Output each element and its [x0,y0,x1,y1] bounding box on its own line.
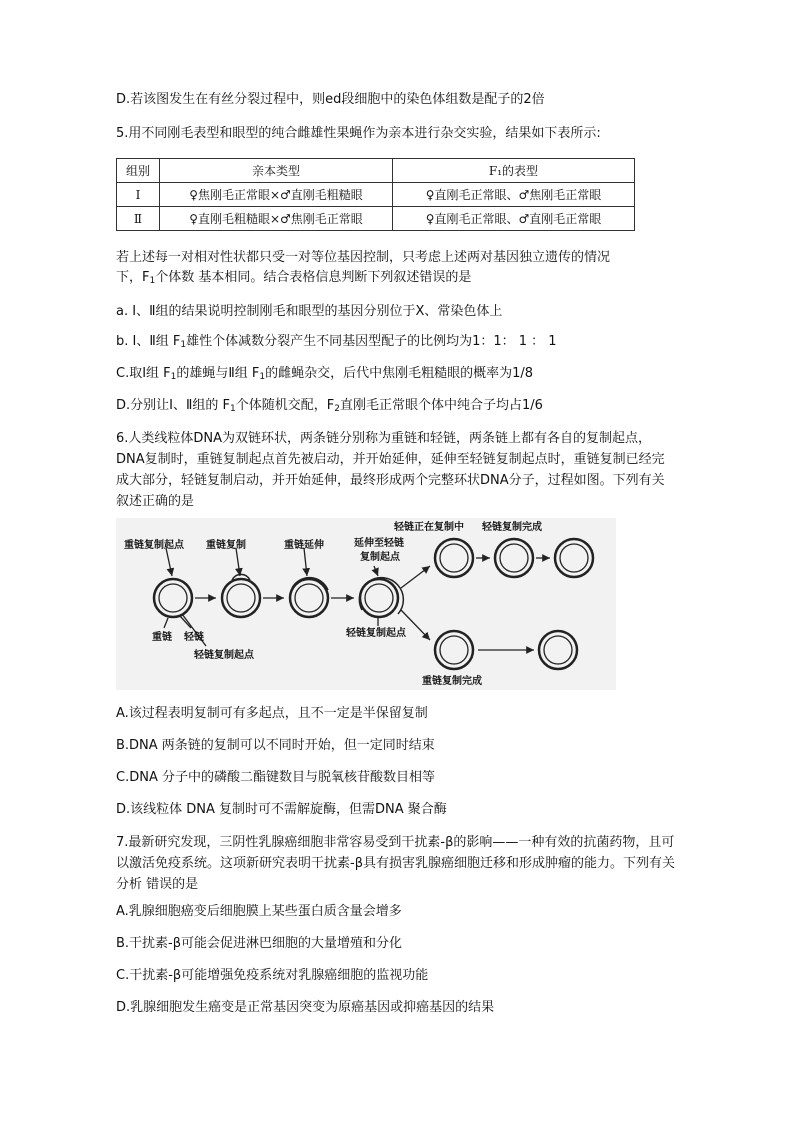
table-header: 组别 [117,159,160,183]
q7-option-d: D.乳腺细胞发生癌变是正常基因突变为原癌基因或抑癌基因的结果 [116,1000,495,1015]
label-light-origin-2: 轻链复制起点 [346,628,406,639]
table-header: F₁的表型 [393,159,635,183]
label-extend-to-light-1: 延伸至轻链 [354,538,404,549]
q4-option-d: D.若该图发生在有丝分裂过程中，则ed段细胞中的染色体组数是配子的2倍 [116,92,545,107]
mtdna-replication-diagram [116,518,616,690]
table-cell: ♀焦刚毛正常眼×♂直刚毛粗糙眼 [160,183,393,207]
q7-option-b: B.干扰素-β可能会促进淋巴细胞的大量增殖和分化 [116,936,403,951]
q5-text-line-2: 下，$F_1$个体数 基本相同。结合表格信息判断下列叙述错误的是 [116,270,472,286]
q5-stem: 5.用不同刚毛表型和眼型的纯合雌雄性果蝇作为亲本进行杂交实验，结果如下表所示: [116,126,601,141]
label-light-strand: 轻链 [184,632,204,643]
table-cell: Ⅱ [117,207,160,231]
label-heavy-strand: 重链 [152,632,172,643]
q5-text-line-1: 若上述每一对相对性状都只受一对等位基因控制，只考虑上述两对基因独立遗传的情况 [116,250,611,265]
table-row [117,183,635,207]
circle-final-bottom [539,631,577,669]
q5-table [116,158,635,231]
label-light-done: 轻链复制完成 [482,522,542,533]
q6-option-b: B.DNA 两条链的复制可以不同时开始，但一定同时结束 [116,738,435,753]
circle-light-done [495,539,533,577]
q5-option-a: a. Ⅰ、Ⅱ组的结果说明控制刚毛和眼型的基因分别位于X、常染色体上 [116,304,503,319]
q5-option-b: b. Ⅰ、Ⅱ组 $F_1$雄性个体减数分裂产生不同基因型配子的比例均为1：1： 1 ： 1 [116,334,557,350]
q7-option-a: A.乳腺细胞癌变后细胞膜上某些蛋白质含量会增多 [116,904,402,919]
q5-option-c: C.取Ⅰ组 $F_1$的雄蝇与Ⅱ组 $F_1$的雌蝇杂交，后代中焦刚毛粗糙眼的概率为1/8 [116,366,534,382]
circle-stage-1 [154,579,192,617]
q6-option-a: A.该过程表明复制可有多起点，且不一定是半保留复制 [116,706,428,721]
circle-heavy-done [435,631,473,669]
label-extend-to-light-2: 复制起点 [360,552,400,563]
q7-option-c: C.干扰素-β可能增强免疫系统对乳腺癌细胞的监视功能 [116,968,429,983]
q5-option-d: D.分别让Ⅰ、Ⅱ组的 $F_1$个体随机交配，$F_2$直刚毛正常眼个体中纯合子均占1/6 [116,398,543,414]
q6-option-c: C.DNA 分子中的磷酸二酯键数目与脱氧核苷酸数目相等 [116,770,435,785]
table-cell: ♀直刚毛正常眼、♂直刚毛正常眼 [393,207,635,231]
table-header: 亲本类型 [160,159,393,183]
label-heavy-extension: 重链延伸 [284,540,324,551]
label-heavy-done: 重链复制完成 [422,676,482,687]
table-cell: ♀直刚毛粗糙眼×♂焦刚毛正常眼 [160,207,393,231]
q6-option-d: D.该线粒体 DNA 复制时可不需解旋酶，但需DNA 聚合酶 [116,802,447,817]
circle-stage-3 [290,578,328,617]
label-heavy-origin: 重链复制起点 [124,540,184,551]
label-light-origin: 轻链复制起点 [194,650,254,661]
q6-stem: 6.人类线粒体DNA为双链环状，两条链分别称为重链和轻链，两条链上都有各自的复制起点，DNA复制时，重链复制起点首先被启动，并开始延伸，延伸至轻链复制起点时，重链复制已经完成大部分，轻链复制启动，并开始延伸，最终形成两个完整环状DNA分子，过程如图。下列有关叙述正确的是 [116,431,665,509]
table-cell: ♀直刚毛正常眼、♂焦刚毛正常眼 [393,183,635,207]
table-row [117,207,635,231]
label-heavy-replication: 重链复制 [206,540,246,551]
circle-final-top [555,539,593,577]
circle-stage-4 [359,578,403,617]
q7-stem: 7.最新研究发现，三阴性乳腺癌细胞非常容易受到干扰素-β的影响——一种有效的抗菌药物，且可以激活免疫系统。这项新研究表明干扰素-β具有损害乳腺癌细胞迁移和形成肿瘤的能力。下列有关分析 错误的是 [116,835,675,892]
table-cell: Ⅰ [117,183,160,207]
table-header-row [117,159,635,183]
circle-light-replicating [435,539,473,577]
circle-stage-2 [222,574,260,617]
label-light-replicating: 轻链正在复制中 [394,522,464,533]
